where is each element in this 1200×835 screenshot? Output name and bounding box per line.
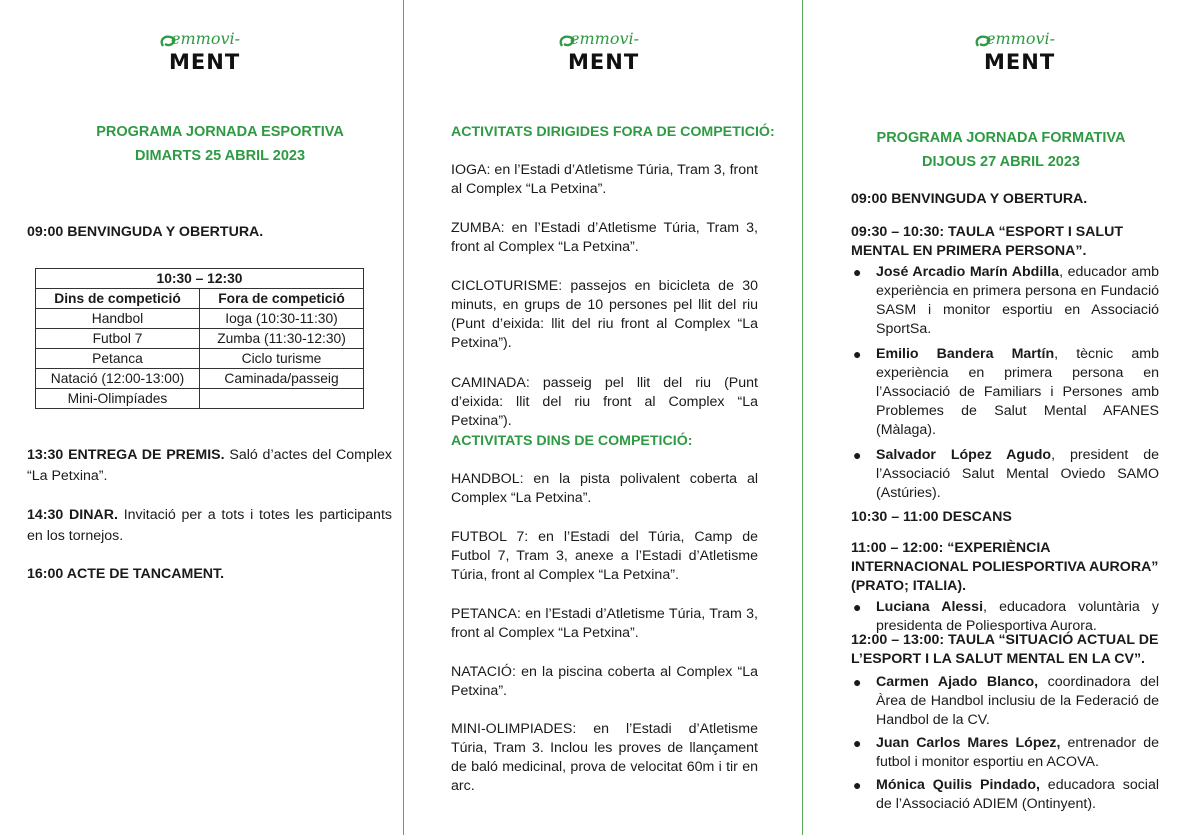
session-2 [851,539,1159,642]
svg-text:emmovi-: emmovi- [171,29,241,48]
table-cell: Petanca [36,349,200,369]
activity-zumba: ZUMBA: en l’Estadi d’Atletisme Túria, Tram 3, front al Complex “La Petxina”. [451,220,758,255]
list-item: ● Carmen Ajado Blanco, coordinadora del Àrea de Handbol inclusiu de la Federació de Handbol de la CV. [853,674,1160,728]
training-day-title: PROGRAMA JORNADA FORMATIVA DIJOUS 27 ABRIL 2023 [876,130,1126,170]
activity-handbol: HANDBOL: en la pista polivalent coberta al Complex “La Petxina”. [451,471,758,506]
break-item: 10:30 – 11:00 DESCANS [851,509,1012,525]
session-1-speakers [851,263,1159,503]
svg-text:emmovi-: emmovi- [570,29,640,48]
table-cell: Ciclo turisme [200,349,364,369]
awards-paragraph [27,445,392,487]
activity-cicloturisme: CICLOTURISME: passejos en bicicleta de 30 minuts, en grups de 10 persones pel llit del riu (Punt d’eixida: llit del riu front al Complex “La Petxina”). [451,278,758,351]
list-item: ● José Arcadio Marín Abdilla, educador amb experiència en primera persona en Fundació SASM i monitor esportiu en Associació SportSa. [853,264,1159,337]
svg-text:MENT: MENT [568,50,640,74]
svg-text:MENT: MENT [984,50,1056,74]
column-activities [404,0,803,835]
table-time: 10:30 – 12:30 [36,269,364,289]
session-1-title: 09:30 – 10:30: TAULA “ESPORT I SALUT MENTAL EN PRIMERA PERSONA”. [851,224,1123,259]
enmoviment-logo [157,22,257,74]
session-3 [851,631,1159,814]
svg-text:MENT: MENT [169,50,241,74]
table-row [36,329,364,349]
activity-caminada: CAMINADA: passeig pel llit del riu (Punt d’eixida: llit del riu front al Complex “La Petxina”). [451,375,758,429]
table-cell: Ioga (10:30-11:30) [200,309,364,329]
table-header: Dins de competició [36,289,200,309]
table-header: Fora de competició [200,289,364,309]
table-row [36,369,364,389]
list-item: ● Luciana Alessi, educadora voluntària y presidenta de Poliesportiva Aurora. [853,599,1159,634]
enmoviment-logo [972,22,1072,74]
column-sports-day [0,0,404,835]
table-cell: Natació (12:00-13:00) [36,369,200,389]
session-3-title: 12:00 – 13:00: TAULA “SITUACIÓ ACTUAL DE L’ESPORT I LA SALUT MENTAL EN LA CV”. [851,632,1159,667]
list-item: ● Juan Carlos Mares López, entrenador de futbol i monitor esportiu en ACOVA. [853,735,1159,770]
lunch-paragraph [27,505,392,547]
session-2-title: 11:00 – 12:00: “EXPERIÈNCIA INTERNACIONAL POLIESPORTIVA AURORA” (PRATO; ITALIA). [851,540,1159,594]
table-cell: Futbol 7 [36,329,200,349]
welcome-3: 09:00 BENVINGUDA Y OBERTURA. [851,191,1088,207]
sports-day-title: PROGRAMA JORNADA ESPORTIVA DIMARTS 25 ABRIL 2023 [96,124,344,164]
activity-natacio: NATACIÓ: en la piscina coberta al Complex “La Petxina”. [451,664,758,699]
table-row [36,389,364,409]
closing-item: 16:00 ACTE DE TANCAMENT. [27,566,225,582]
table-cell [200,389,364,409]
table-cell: Mini-Olimpíades [36,389,200,409]
list-item: ● Mónica Quilis Pindado, educadora social de l’Associació ADIEM (Ontinyent). [853,777,1159,812]
welcome-1: 09:00 BENVINGUDA Y OBERTURA. [27,224,264,240]
table-cell: Handbol [36,309,200,329]
activity-futbol: FUTBOL 7: en l’Estadi del Túria, Camp de Futbol 7, Tram 3, anexe a l’Estadi d’Atletisme Túria, front al Complex “La Petxina”. [451,529,758,583]
session-1 [851,223,1159,509]
list-item: ● Salvador López Agudo, president de l’Associació Salut Mental Oviedo SAMO (Astúries). [853,447,1159,501]
table-row [36,309,364,329]
awards-text: Saló d’actes del Complex “La Petxina”. [27,447,393,484]
heading-inside-competition: ACTIVITATS DINS DE COMPETICIÓ: [451,433,693,449]
lunch-text: Invitació per a tots i totes les participants en los tornejos. [27,507,392,544]
awards-time: 13:30 ENTREGA DE PREMIS. [27,447,225,463]
table-row [36,349,364,369]
enmoviment-logo [556,22,656,74]
table-cell: Zumba (11:30-12:30) [200,329,364,349]
column-training-day [803,0,1200,835]
activity-ioga: IOGA: en l’Estadi d’Atletisme Túria, Tram 3, front al Complex “La Petxina”. [451,162,758,197]
session-3-speakers [851,673,1159,814]
activity-petanca: PETANCA: en l’Estadi d’Atletisme Túria, Tram 3, front al Complex “La Petxina”. [451,606,758,641]
table-cell: Caminada/passeig [200,369,364,389]
activity-olimpiades: MINI-OLIMPIADES: en l’Estadi d’Atletisme Túria, Tram 3. Inclou les proves de llançament de baló medicinal, prova de velocitat 60m i tir en arc. [451,721,758,794]
heading-outside-competition: ACTIVITATS DIRIGIDES FORA DE COMPETICIÓ: [451,124,775,140]
list-item: ● Emilio Bandera Martín, tècnic amb experiència en primera persona en l’Associació de Familiars i Persones amb Problemes de Salut Mental AFANES (Màlaga). [853,346,1159,438]
svg-text:emmovi-: emmovi- [986,29,1056,48]
lunch-time: 14:30 DINAR. [27,507,118,523]
schedule-table [35,268,364,409]
